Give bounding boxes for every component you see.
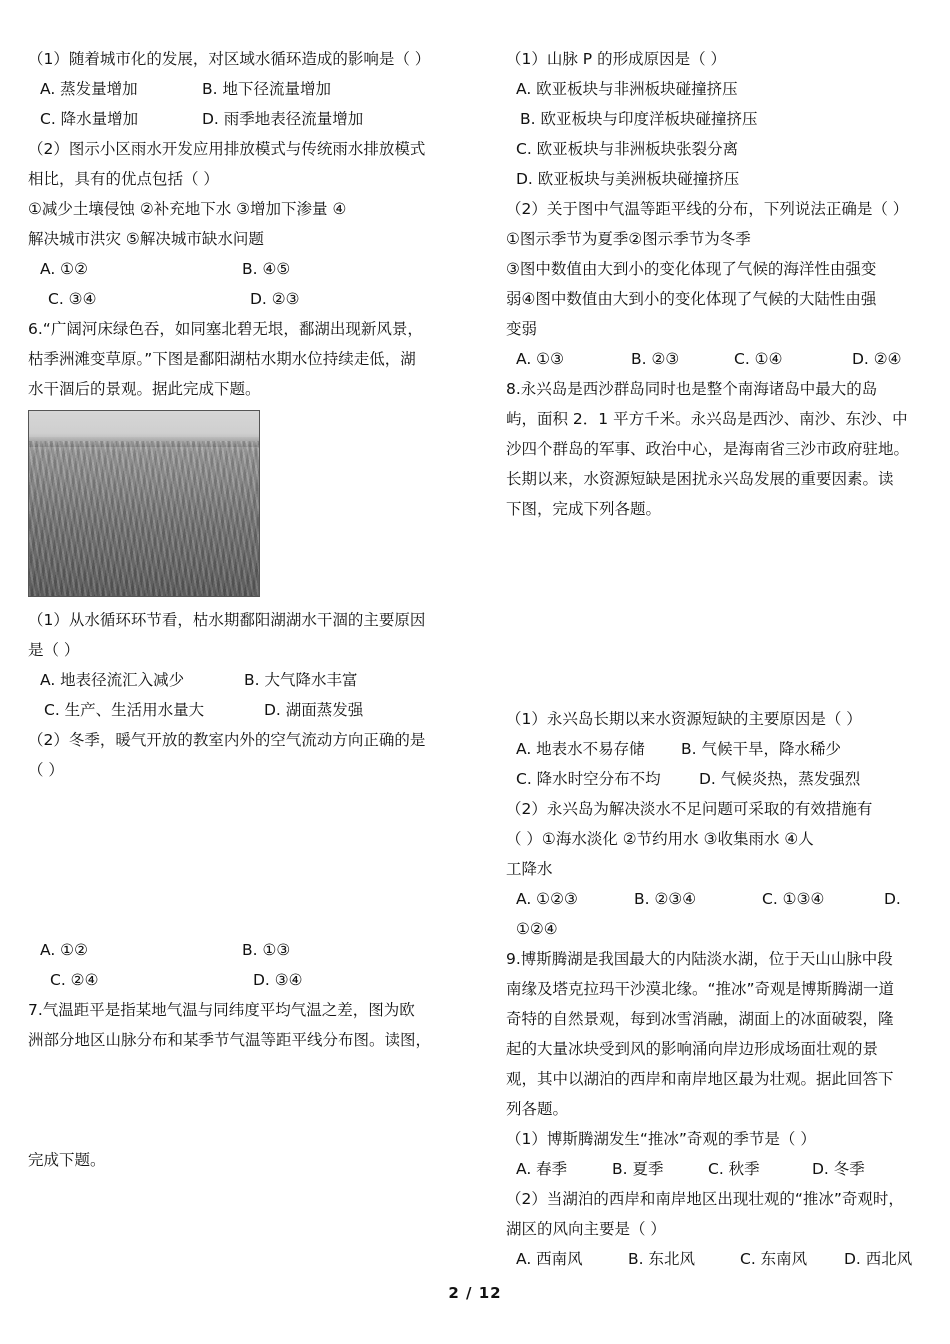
page-number: 2 / 12 [448, 1284, 502, 1302]
q9-1-option-c: C. 秋季 [708, 1160, 760, 1178]
q6-2-option-a: A. ①② [40, 941, 88, 959]
q7-2-line4: 变弱 [506, 320, 538, 338]
q9-1-option-d: D. 冬季 [812, 1160, 865, 1178]
q8-1-option-d: D. 气候炎热，蒸发强烈 [699, 770, 861, 788]
q6-2-option-d: D. ③④ [253, 971, 303, 989]
q8-1-option-a: A. 地表水不易存储 [516, 740, 645, 758]
q8-text-line1: 8.永兴岛是西沙群岛同时也是整个南海诸岛中最大的岛 [506, 380, 878, 398]
q7-2-option-a: A. ①③ [516, 350, 564, 368]
right-column [506, 44, 926, 1274]
q8-1-option-b: B. 气候干旱，降水稀少 [681, 740, 841, 758]
q5-2-stem-line1: （2）图示小区雨水开发应用排放模式与传统雨水排放模式 [28, 140, 426, 158]
q8-figure-area [506, 524, 926, 704]
q6-2-stem-line2: （ ） [28, 761, 64, 779]
q8-1-options-cd [506, 764, 926, 794]
poyang-lake-dry-photo [28, 410, 260, 597]
q8-text-line3: 沙四个群岛的军事、政治中心，是海南省三沙市政府驻地。 [506, 440, 910, 458]
q8-2-option-a: A. ①②③ [516, 890, 578, 908]
q6-text-line2: 枯季洲滩变草原。”下图是鄱阳湖枯水期水位持续走低，湖 [28, 350, 416, 368]
q5-2-option-a: A. ①② [40, 260, 88, 278]
q5-2-option-c: C. ③④ [48, 290, 97, 308]
q6-1-stem-line1: （1）从水循环环节看，枯水期鄱阳湖湖水干涸的主要原因 [28, 611, 426, 629]
q8-1-stem: （1）永兴岛长期以来水资源短缺的主要原因是（ ） [506, 710, 862, 728]
q6-1-option-d: D. 湖面蒸发强 [264, 701, 364, 719]
q6-1-option-a: A. 地表径流汇入减少 [40, 671, 185, 689]
q7-2-option-c: C. ①④ [734, 350, 783, 368]
q7-2-line3: 弱④图中数值由大到小的变化体现了气候的大陆性由强 [506, 290, 877, 308]
q7-1-option-d: D. 欧亚板块与美洲板块碰撞挤压 [516, 170, 740, 188]
q8-text-line2: 屿，面积 2．1 平方千米。永兴岛是西沙、南沙、东沙、中 [506, 410, 908, 428]
q5-1-option-d: D. 雨季地表径流量增加 [202, 110, 364, 128]
q6-2-options-cd [28, 965, 453, 995]
q9-1-options [506, 1154, 926, 1184]
q5-1-options-cd [28, 104, 453, 134]
q6-2-option-c: C. ②④ [50, 971, 99, 989]
q6-2-options-ab [28, 935, 453, 965]
q9-1-option-a: A. 春季 [516, 1160, 568, 1178]
q6-1-options-cd [28, 695, 453, 725]
q6-1-stem-line2: 是（ ） [28, 641, 80, 659]
q7-2-option-b: B. ②③ [631, 350, 680, 368]
q6-1-option-c: C. 生产、生活用水量大 [44, 701, 205, 719]
q6-text-line3: 水干涸后的景观。据此完成下题。 [28, 380, 261, 398]
q5-1-option-b: B. 地下径流量增加 [202, 80, 331, 98]
q5-2-option-d: D. ②③ [250, 290, 300, 308]
q5-1-option-a: A. 蒸发量增加 [40, 80, 138, 98]
q9-2-option-a: A. 西南风 [516, 1250, 583, 1268]
q9-text-line2: 南缘及塔克拉玛干沙漠北缘。“推冰”奇观是博斯腾湖一道 [506, 980, 895, 998]
q8-2-option-c: C. ①③④ [762, 890, 825, 908]
q9-text-line6: 列各题。 [506, 1100, 569, 1118]
q6-1-option-b: B. 大气降水丰富 [244, 671, 358, 689]
q5-1-options-ab [28, 74, 453, 104]
q8-2-option-b: B. ②③④ [634, 890, 697, 908]
q6-2-stem-line1: （2）冬季，暖气开放的教室内外的空气流动方向正确的是 [28, 731, 426, 749]
q5-1-stem: （1）随着城市化的发展，对区域水循环造成的影响是（ ） [28, 50, 431, 68]
q8-2-line3: 工降水 [506, 860, 553, 878]
q9-text-line3: 奇特的自然景观，每到冰雪消融，湖面上的冰面破裂，隆 [506, 1010, 894, 1028]
q8-text-line4: 长期以来，水资源短缺是困扰永兴岛发展的重要因素。读 [506, 470, 894, 488]
q5-2-options-ab [28, 254, 453, 284]
q6-2-figure-area [28, 785, 453, 935]
q7-1-option-b: B. 欧亚板块与印度洋板块碰撞挤压 [520, 110, 758, 128]
q7-text-line2: 洲部分地区山脉分布和某季节气温等距平线分布图。读图， [28, 1031, 432, 1049]
q9-text-line5: 观，其中以湖泊的西岸和南岸地区最为壮观。据此回答下 [506, 1070, 894, 1088]
q7-2-line2: ③图中数值由大到小的变化体现了气候的海洋性由强变 [506, 260, 877, 278]
q7-text-line3: 完成下题。 [28, 1151, 106, 1169]
q9-1-stem: （1）博斯腾湖发生“推冰”奇观的季节是（ ） [506, 1130, 816, 1148]
q9-text-line1: 9.博斯腾湖是我国最大的内陆淡水湖，位于天山山脉中段 [506, 950, 893, 968]
q6-1-options-ab [28, 665, 453, 695]
q8-text-line5: 下图，完成下列各题。 [506, 500, 662, 518]
q9-2-options [506, 1244, 926, 1274]
q7-2-stem: （2）关于图中气温等距平线的分布，下列说法正确是（ ） [506, 200, 909, 218]
q8-2-option-d-value: ①②④ [516, 920, 558, 938]
q5-2-items-line1: ①减少土壤侵蚀 ②补充地下水 ③增加下渗量 ④ [28, 200, 347, 218]
q5-2-options-cd [28, 284, 453, 314]
q7-2-line1: ①图示季节为夏季②图示季节为冬季 [506, 230, 751, 248]
q9-1-option-b: B. 夏季 [612, 1160, 664, 1178]
q7-1-stem: （1）山脉 P 的形成原因是（ ） [506, 50, 726, 68]
q7-text-line1: 7.气温距平是指某地气温与同纬度平均气温之差，图为欧 [28, 1001, 415, 1019]
q5-2-items-line2: 解决城市洪灾 ⑤解决城市缺水问题 [28, 230, 264, 248]
q8-2-line2: （ ）①海水淡化 ②节约用水 ③收集雨水 ④人 [506, 830, 814, 848]
q7-1-option-a: A. 欧亚板块与非洲板块碰撞挤压 [516, 80, 738, 98]
left-column [28, 44, 453, 1175]
q9-2-option-c: C. 东南风 [740, 1250, 808, 1268]
q7-2-option-d: D. ②④ [852, 350, 902, 368]
q9-2-line2: 湖区的风向主要是（ ） [506, 1220, 666, 1238]
q8-1-option-c: C. 降水时空分布不均 [516, 770, 661, 788]
q9-2-line1: （2）当湖泊的西岸和南岸地区出现壮观的“推冰”奇观时， [506, 1190, 904, 1208]
q7-1-option-c: C. 欧亚板块与非洲板块张裂分离 [516, 140, 739, 158]
q6-text-line1: 6.“广阔河床绿色吞，如同塞北碧无垠，鄱湖出现新风景， [28, 320, 423, 338]
q8-2-line1: （2）永兴岛为解决淡水不足问题可采取的有效措施有 [506, 800, 873, 818]
q5-2-option-b: B. ④⑤ [242, 260, 291, 278]
q5-1-option-c: C. 降水量增加 [40, 110, 139, 128]
q9-2-option-d: D. 西北风 [844, 1250, 913, 1268]
q9-text-line4: 起的大量冰块受到风的影响涌向岸边形成场面壮观的景 [506, 1040, 879, 1058]
q8-2-options [506, 884, 926, 914]
q8-1-options-ab [506, 734, 926, 764]
q5-2-stem-line2: 相比，具有的优点包括（ ） [28, 170, 219, 188]
q9-2-option-b: B. 东北风 [628, 1250, 695, 1268]
q7-2-options [506, 344, 926, 374]
q7-figure-area [28, 1055, 453, 1145]
q6-2-option-b: B. ①③ [242, 941, 291, 959]
q8-2-option-d: D. [884, 890, 901, 908]
